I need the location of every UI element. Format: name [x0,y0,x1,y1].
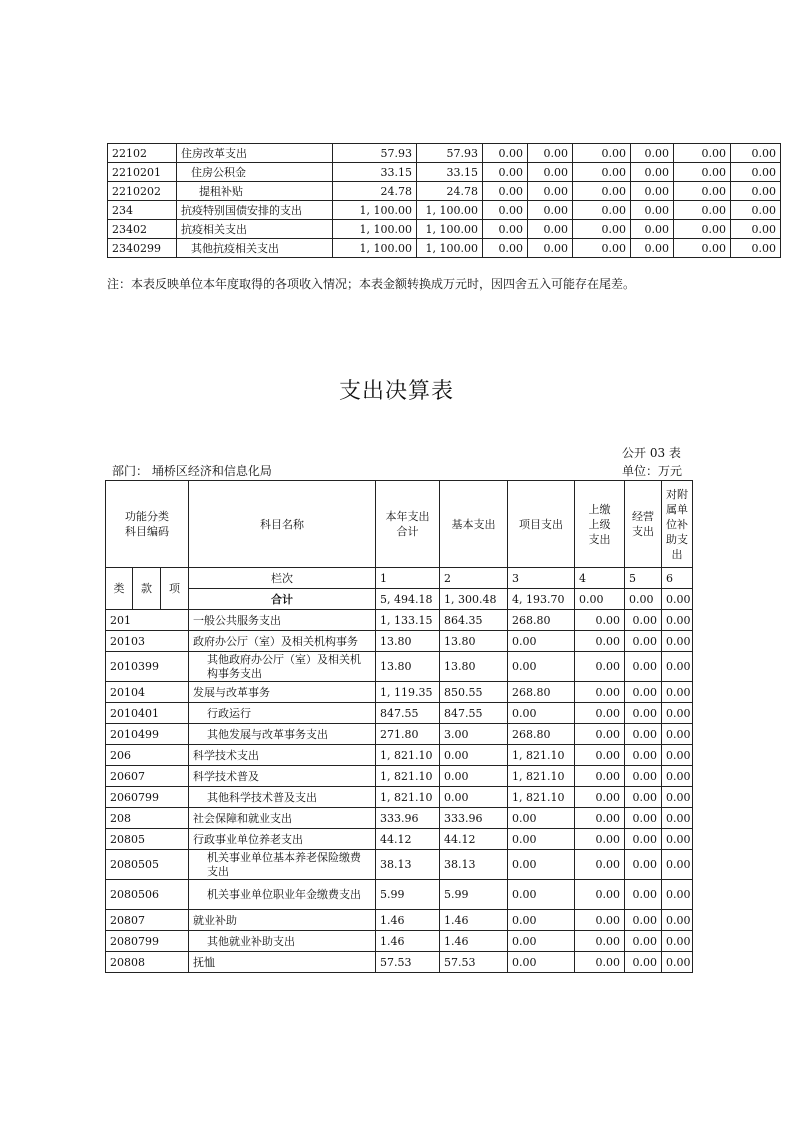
header-subsidy [662,481,693,568]
row-value-subsidy: 0.00 [662,682,693,703]
row-value-c5: 0.00 [573,163,631,182]
row-value-c5: 0.00 [573,144,631,163]
row-value-subsidy: 0.00 [662,850,693,880]
row-value-basic: 864.35 [440,610,508,631]
row-value-total: 1.46 [376,931,440,952]
row-value-project: 0.00 [508,829,575,850]
row-value-project: 0.00 [508,880,575,910]
row-value-c8: 0.00 [731,201,781,220]
row-value-total: 271.80 [376,724,440,745]
row-value-c5: 0.00 [573,220,631,239]
row-value-c5: 0.00 [573,201,631,220]
table-row [106,850,693,880]
header-project-text: 项目支出 [519,517,564,531]
row-value-c7: 0.00 [674,144,731,163]
row-value-subsidy: 0.00 [662,787,693,808]
row-value-c2: 1, 100.00 [417,220,483,239]
row-value-operating: 0.00 [625,952,662,973]
unit-label: 单位：万元 [622,464,683,478]
header-subject-name-text: 科目名称 [260,517,305,531]
row-name: 一般公共服务支出 [189,610,376,631]
row-value-total: 33.15 [333,163,417,182]
row-name: 发展与改革事务 [189,682,376,703]
header-upper [575,481,625,568]
header-subsidy-text: 对附 属单 位补 助支 出 [666,487,689,561]
income-table-continuation [107,143,781,258]
row-value-project: 0.00 [508,850,575,880]
header-col5: 5 [625,568,662,589]
row-value-operating: 0.00 [625,829,662,850]
row-code: 20807 [106,910,189,931]
row-value-c2: 1, 100.00 [417,239,483,258]
table-row [106,682,693,703]
row-code: 22102 [108,144,177,163]
header-xiang: 项 [161,568,189,610]
row-value-upper: 0.00 [575,829,625,850]
row-value-upper: 0.00 [575,682,625,703]
row-name: 住房公积金 [177,163,333,182]
row-value-c6: 0.00 [631,144,674,163]
table-row [106,880,693,910]
table-row [106,808,693,829]
row-value-subsidy: 0.00 [662,724,693,745]
header-col2: 2 [440,568,508,589]
row-code: 20104 [106,682,189,703]
table-note: 注：本表反映单位本年度取得的各项收入情况；本表金额转换成万元时，因四舍五入可能存在尾差。 [107,277,636,291]
row-value-subsidy: 0.00 [662,808,693,829]
row-value-total: 38.13 [376,850,440,880]
header-total-text: 本年支出 合计 [385,510,430,538]
row-value-project: 1, 821.10 [508,745,575,766]
row-value-subsidy: 0.00 [662,880,693,910]
page-title: 支出决算表 [338,379,454,404]
header-row [106,481,693,568]
row-value-c4: 0.00 [528,220,573,239]
row-value-upper: 0.00 [575,745,625,766]
row-value-total: 44.12 [376,829,440,850]
income-table-body [108,144,781,258]
row-name: 其他抗疫相关支出 [177,239,333,258]
row-name: 行政事业单位养老支出 [189,829,376,850]
row-value-project: 268.80 [508,610,575,631]
row-value-operating: 0.00 [625,808,662,829]
row-code: 208 [106,808,189,829]
header-col4: 4 [575,568,625,589]
row-code: 2080505 [106,850,189,880]
row-value-project: 268.80 [508,682,575,703]
row-value-basic: 13.80 [440,652,508,682]
header-func-code-text: 功能分类 科目编码 [125,510,170,538]
row-value-project: 0.00 [508,652,575,682]
row-value-total: 57.53 [376,952,440,973]
row-value-basic: 1.46 [440,931,508,952]
row-code: 2080506 [106,880,189,910]
row-value-operating: 0.00 [625,745,662,766]
row-value-basic: 1.46 [440,910,508,931]
row-value-operating: 0.00 [625,880,662,910]
row-value-operating: 0.00 [625,610,662,631]
total-total: 5, 494.18 [376,589,440,610]
table-row [106,787,693,808]
row-value-upper: 0.00 [575,808,625,829]
header-col1: 1 [376,568,440,589]
table-row [106,910,693,931]
header-basic [440,481,508,568]
total-project: 4, 193.70 [508,589,575,610]
row-name: 提租补贴 [177,182,333,201]
row-value-upper: 0.00 [575,610,625,631]
row-name: 机关事业单位基本养老保险缴费支出 [189,850,376,880]
row-code: 2010401 [106,703,189,724]
row-name: 其他发展与改革事务支出 [189,724,376,745]
row-value-upper: 0.00 [575,724,625,745]
row-value-c7: 0.00 [674,201,731,220]
row-value-c2: 57.93 [417,144,483,163]
row-value-subsidy: 0.00 [662,952,693,973]
row-value-c6: 0.00 [631,220,674,239]
header-subject-name [189,481,376,568]
row-name: 抗疫相关支出 [177,220,333,239]
row-value-total: 1, 100.00 [333,201,417,220]
row-code: 2210202 [108,182,177,201]
table-row [108,239,781,258]
row-value-basic: 0.00 [440,787,508,808]
row-value-subsidy: 0.00 [662,610,693,631]
header-func-code [106,481,189,568]
row-value-c5: 0.00 [573,182,631,201]
row-value-total: 24.78 [333,182,417,201]
row-value-basic: 5.99 [440,880,508,910]
row-value-project: 0.00 [508,631,575,652]
row-value-upper: 0.00 [575,952,625,973]
row-value-total: 1, 119.35 [376,682,440,703]
row-code: 2010499 [106,724,189,745]
row-value-total: 57.93 [333,144,417,163]
row-value-subsidy: 0.00 [662,745,693,766]
row-value-operating: 0.00 [625,931,662,952]
total-basic: 1, 300.48 [440,589,508,610]
row-code: 2010399 [106,652,189,682]
row-value-c5: 0.00 [573,239,631,258]
row-name: 其他就业补助支出 [189,931,376,952]
row-code: 20805 [106,829,189,850]
row-value-c6: 0.00 [631,201,674,220]
row-value-c4: 0.00 [528,201,573,220]
row-code: 206 [106,745,189,766]
row-value-c6: 0.00 [631,182,674,201]
row-value-c8: 0.00 [731,239,781,258]
row-name: 其他政府办公厅（室）及相关机构事务支出 [189,652,376,682]
row-value-total: 1.46 [376,910,440,931]
header-col6: 6 [662,568,693,589]
row-value-upper: 0.00 [575,910,625,931]
row-value-basic: 44.12 [440,829,508,850]
row-code: 20808 [106,952,189,973]
row-value-project: 1, 821.10 [508,766,575,787]
row-value-c7: 0.00 [674,163,731,182]
header-col3: 3 [508,568,575,589]
table-row [106,703,693,724]
row-value-operating: 0.00 [625,631,662,652]
table-row [106,931,693,952]
table-row [106,610,693,631]
row-value-basic: 847.55 [440,703,508,724]
row-value-upper: 0.00 [575,787,625,808]
row-value-upper: 0.00 [575,631,625,652]
row-value-basic: 57.53 [440,952,508,973]
row-value-c3: 0.00 [483,239,528,258]
table-row [106,652,693,682]
row-value-c7: 0.00 [674,239,731,258]
row-name: 行政运行 [189,703,376,724]
row-value-project: 0.00 [508,703,575,724]
row-value-project: 0.00 [508,910,575,931]
row-value-total: 847.55 [376,703,440,724]
row-value-total: 1, 133.15 [376,610,440,631]
row-code: 23402 [108,220,177,239]
row-value-c4: 0.00 [528,163,573,182]
row-value-operating: 0.00 [625,682,662,703]
row-code: 234 [108,201,177,220]
row-value-total: 1, 821.10 [376,745,440,766]
header-upper-text: 上缴 上级 支出 [588,502,611,546]
row-value-operating: 0.00 [625,766,662,787]
row-name: 抗疫特别国债安排的支出 [177,201,333,220]
row-value-basic: 850.55 [440,682,508,703]
row-value-c3: 0.00 [483,163,528,182]
row-value-subsidy: 0.00 [662,829,693,850]
header-lanci: 栏次 [189,568,376,589]
total-subsidy: 0.00 [662,589,693,610]
total-upper: 0.00 [575,589,625,610]
row-value-upper: 0.00 [575,850,625,880]
department-label: 部门： 埇桥区经济和信息化局 [112,464,272,478]
header-project [508,481,575,568]
row-code: 20103 [106,631,189,652]
row-value-operating: 0.00 [625,652,662,682]
row-value-c3: 0.00 [483,220,528,239]
row-name: 抚恤 [189,952,376,973]
total-operating: 0.00 [625,589,662,610]
table-row [106,631,693,652]
row-value-c2: 33.15 [417,163,483,182]
expense-table [105,480,693,973]
table-row [106,745,693,766]
row-value-total: 5.99 [376,880,440,910]
total-row [106,589,693,610]
row-name: 社会保障和就业支出 [189,808,376,829]
row-code: 2060799 [106,787,189,808]
row-value-subsidy: 0.00 [662,652,693,682]
table-row [108,144,781,163]
row-value-c8: 0.00 [731,220,781,239]
row-value-total: 1, 821.10 [376,787,440,808]
row-name: 科学技术支出 [189,745,376,766]
row-value-c8: 0.00 [731,163,781,182]
row-name: 其他科学技术普及支出 [189,787,376,808]
table-row [108,163,781,182]
row-name: 就业补助 [189,910,376,931]
public-table-number: 公开 03 表 [622,446,681,460]
header-operating [625,481,662,568]
row-value-basic: 3.00 [440,724,508,745]
table-row [106,952,693,973]
table-row [108,182,781,201]
row-value-total: 1, 100.00 [333,220,417,239]
row-value-c7: 0.00 [674,220,731,239]
row-value-c4: 0.00 [528,144,573,163]
row-code: 2080799 [106,931,189,952]
row-name: 住房改革支出 [177,144,333,163]
row-code: 2340299 [108,239,177,258]
row-value-c6: 0.00 [631,239,674,258]
table-row [108,201,781,220]
row-name: 机关事业单位职业年金缴费支出 [189,880,376,910]
row-value-project: 1, 821.10 [508,787,575,808]
row-value-c8: 0.00 [731,144,781,163]
header-total [376,481,440,568]
table-row [106,724,693,745]
row-value-upper: 0.00 [575,931,625,952]
row-value-upper: 0.00 [575,880,625,910]
header-lei: 类 [106,568,133,610]
row-name: 政府办公厅（室）及相关机构事务 [189,631,376,652]
row-value-total: 1, 821.10 [376,766,440,787]
row-code: 201 [106,610,189,631]
row-value-operating: 0.00 [625,724,662,745]
row-value-total: 333.96 [376,808,440,829]
table-row [108,220,781,239]
table-row [106,766,693,787]
row-value-operating: 0.00 [625,850,662,880]
row-value-upper: 0.00 [575,703,625,724]
row-value-operating: 0.00 [625,787,662,808]
row-value-c7: 0.00 [674,182,731,201]
row-value-upper: 0.00 [575,652,625,682]
row-value-basic: 0.00 [440,745,508,766]
row-value-c3: 0.00 [483,144,528,163]
row-value-c6: 0.00 [631,163,674,182]
row-value-basic: 333.96 [440,808,508,829]
header-operating-text: 经营 支出 [632,510,655,538]
row-value-subsidy: 0.00 [662,910,693,931]
row-value-total: 13.80 [376,652,440,682]
row-value-project: 268.80 [508,724,575,745]
row-value-c8: 0.00 [731,182,781,201]
row-value-operating: 0.00 [625,910,662,931]
row-code: 2210201 [108,163,177,182]
row-value-c4: 0.00 [528,239,573,258]
row-value-project: 0.00 [508,931,575,952]
row-value-c3: 0.00 [483,182,528,201]
row-value-total: 1, 100.00 [333,239,417,258]
row-value-subsidy: 0.00 [662,931,693,952]
row-name: 科学技术普及 [189,766,376,787]
row-value-project: 0.00 [508,808,575,829]
row-value-operating: 0.00 [625,703,662,724]
table-row [106,829,693,850]
column-index-row [106,568,693,589]
row-value-total: 13.80 [376,631,440,652]
total-label: 合计 [189,589,376,610]
row-value-basic: 38.13 [440,850,508,880]
row-value-c3: 0.00 [483,201,528,220]
row-value-c4: 0.00 [528,182,573,201]
expense-table-body [106,481,693,973]
row-value-c2: 1, 100.00 [417,201,483,220]
row-value-upper: 0.00 [575,766,625,787]
row-value-c2: 24.78 [417,182,483,201]
header-basic-text: 基本支出 [451,517,496,531]
row-value-basic: 13.80 [440,631,508,652]
row-value-subsidy: 0.00 [662,631,693,652]
row-code: 20607 [106,766,189,787]
row-value-project: 0.00 [508,952,575,973]
row-value-basic: 0.00 [440,766,508,787]
row-value-subsidy: 0.00 [662,703,693,724]
row-value-subsidy: 0.00 [662,766,693,787]
header-kuan: 款 [133,568,161,610]
